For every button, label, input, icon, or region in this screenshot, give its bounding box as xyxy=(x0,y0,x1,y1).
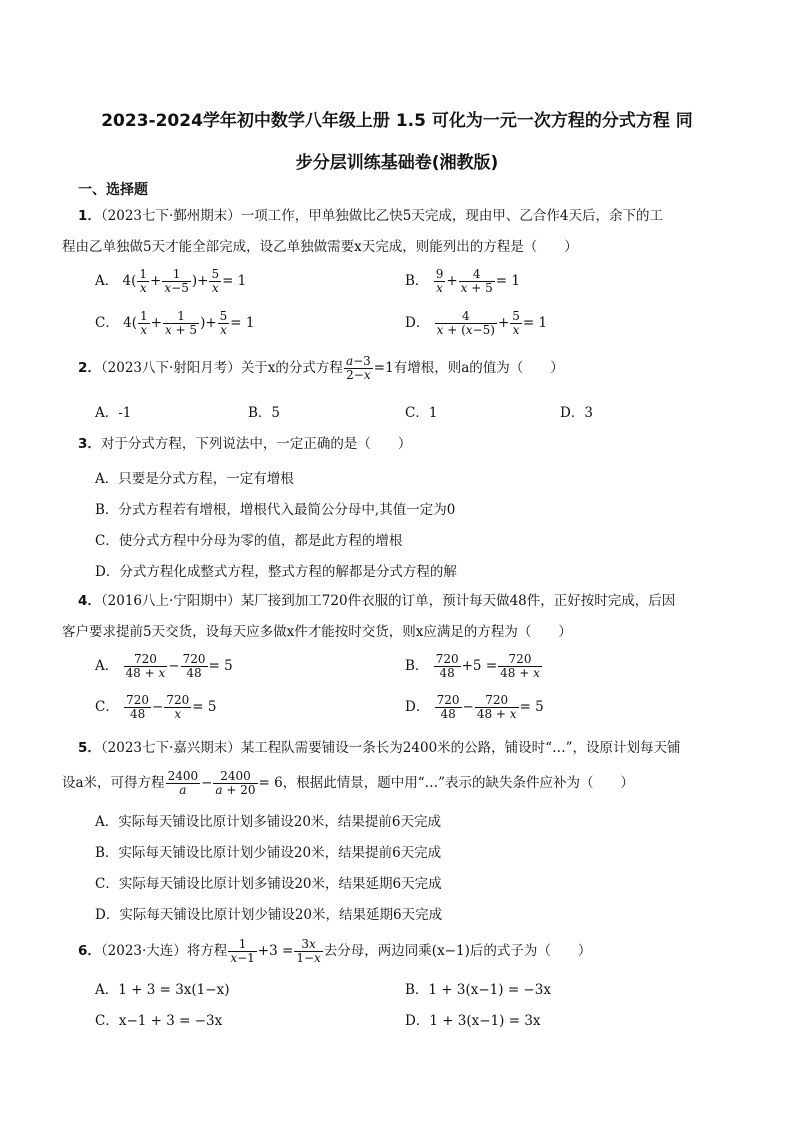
question-1 xyxy=(78,205,728,227)
question-5-line2: 设a米，可得方程 $\frac{2400}{a}$ − $\frac{2400}{a + 20}$ = 6，根据此情景，题中用“…”表示的缺失条件应补为（ ） xyxy=(62,769,635,797)
q1-option-b[interactable]: B． $\frac{9}{x}$ + $\frac{4}{x + 5}$ = 1 xyxy=(405,267,520,295)
question-4: 4．（2016八上·宁阳期中）某厂接到加工720件衣服的订单，预计每天做48件，正好按时完成，后因 xyxy=(78,593,676,609)
document-title-line1: 2023-2024学年初中数学八年级上册 1.5 可化为一元一次方程的分式方程 同 xyxy=(101,111,693,131)
q5-option-c[interactable]: C．实际每天铺设比原计划多铺设20米，结果延期6天完成 xyxy=(95,876,442,892)
question-2: 2．（2023八下·射阳月考）关于x的分式方程 $\frac{a-3}{2-x}$ =1有增根，则a的值为（ ） xyxy=(78,354,564,382)
q6-option-c[interactable]: C．x−1 + 3 = −3x xyxy=(95,1013,223,1029)
q5-option-d[interactable]: D．实际每天铺设比原计划少铺设20米，结果延期6天完成 xyxy=(95,907,443,923)
document-title-line2: 步分层训练基础卷(湘教版) xyxy=(295,153,499,173)
question-number: 1． xyxy=(78,208,101,224)
q3-option-c[interactable]: C．使分式方程中分母为零的值，都是此方程的增根 xyxy=(95,533,403,549)
q5-option-a[interactable]: A．实际每天铺设比原计划多铺设20米，结果提前6天完成 xyxy=(95,814,442,830)
question-1-line2: 程由乙单独做5天才能全部完成，设乙单独做需要x天完成，则能列出的方程是（ ） xyxy=(62,239,578,255)
q3-option-a[interactable]: A．只要是分式方程，一定有增根 xyxy=(95,471,294,487)
question-3: 3．对于分式方程，下列说法中，一定正确的是（ ） xyxy=(78,436,412,452)
question-5: 5．（2023七下·嘉兴期末）某工程队需要铺设一条长为2400米的公路，铺设时“…”，设原计划每天铺 xyxy=(78,740,681,756)
q3-option-d[interactable]: D．分式方程化成整式方程，整式方程的解都是分式方程的解 xyxy=(95,564,457,580)
q2-option-b[interactable]: B．5 xyxy=(248,405,281,421)
question-source: （2023七下·鄞州期末） xyxy=(100,208,241,224)
q2-option-a[interactable]: A．-1 xyxy=(95,405,132,421)
q2-option-d[interactable]: D．3 xyxy=(560,405,593,421)
question-6: 6．（2023·大连）将方程 $\frac{1}{x-1}$ +3 = $\frac{3x}{1-x}$ 去分母，两边同乘(x−1)后的式子为（ ） xyxy=(78,937,592,965)
q1-option-d[interactable]: D． $\frac{4}{x + (x-5)}$ + $\frac{5}{x}$ = 1 xyxy=(405,309,548,337)
section-heading: 一、选择题 xyxy=(78,182,148,198)
q4-option-b[interactable]: B． $\frac{720}{48}$ +5 = $\frac{720}{48 + x}$ xyxy=(405,652,540,680)
q3-option-b[interactable]: B．分式方程若有增根，增根代入最简公分母中,其值一定为0 xyxy=(95,502,456,518)
q5-option-b[interactable]: B．实际每天铺设比原计划少铺设20米，结果提前6天完成 xyxy=(95,845,442,861)
q4-option-a[interactable]: A． $\frac{720}{48 + x}$ − $\frac{720}{48}$ = 5 xyxy=(95,652,233,680)
q6-option-d[interactable]: D．1 + 3(x−1) = 3x xyxy=(405,1013,541,1029)
q6-option-b[interactable]: B．1 + 3(x−1) = −3x xyxy=(405,982,551,998)
q6-option-a[interactable]: A．1 + 3 = 3x(1−x) xyxy=(95,982,230,998)
question-4-line2: 客户要求提前5天交货，设每天应多做x件才能按时交货，则x应满足的方程为（ ） xyxy=(62,624,572,640)
q4-option-d[interactable]: D． $\frac{720}{48}$ − $\frac{720}{48 + x}$ = 5 xyxy=(405,693,544,721)
q1-option-c[interactable]: C． 4( $\frac{1}{x}$ + $\frac{1}{x + 5}$ )+ $\frac{5}{x}$ = 1 xyxy=(95,309,255,337)
question-text: 一项工作，甲单独做比乙快5天完成，现由甲、乙合作4天后，余下的工 xyxy=(240,208,663,224)
q2-option-c[interactable]: C．1 xyxy=(405,405,438,421)
q1-option-a[interactable]: A． 4( $\frac{1}{x}$ + $\frac{1}{x-5}$ )+ $\frac{5}{x}$ = 1 xyxy=(95,267,247,295)
q4-option-c[interactable]: C． $\frac{720}{48}$ − $\frac{720}{x}$ = 5 xyxy=(95,693,217,721)
